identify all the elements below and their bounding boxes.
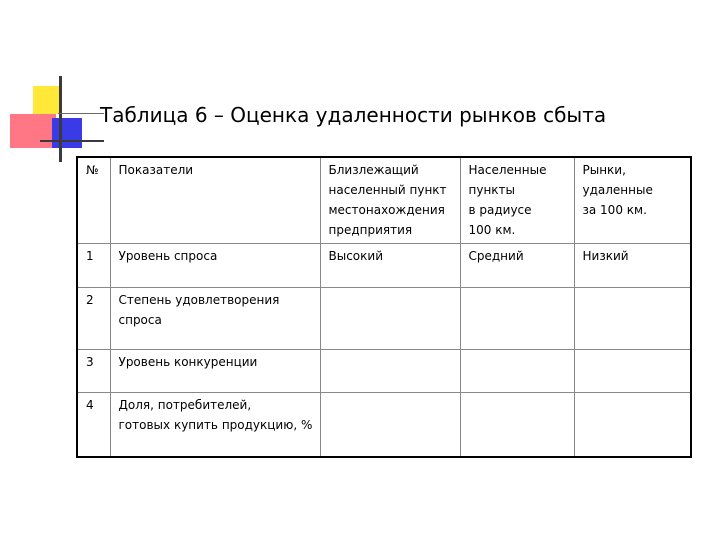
horizontal-rule [40,140,104,142]
table-header-row [77,157,691,243]
header-text-line: предприятия [328,223,413,237]
row-cell-remote [574,392,691,457]
header-text-line: Рынки, [582,163,626,177]
row-num: 3 [77,349,110,392]
header-text-line: Населенные [468,163,547,177]
header-text-line: местонахождения [328,203,445,217]
header-text-line: в радиусе [468,203,532,217]
header-text-line: 100 км. [468,223,516,237]
indicator-text-line: Уровень спроса [118,248,218,263]
row-cell-nearby: Высокий [320,243,460,287]
row-cell-nearby [320,392,460,457]
horizontal-rule-thin [58,113,104,114]
header-remote-markets [574,157,691,243]
row-num: 4 [77,392,110,457]
row-cell-nearby [320,287,460,349]
row-num: 1 [77,243,110,287]
header-nearby-settlement [320,157,460,243]
yellow-square [33,86,61,114]
row-cell-remote [574,287,691,349]
blue-square [52,118,82,148]
row-cell-100km [460,349,574,392]
table-row [77,392,691,457]
row-indicator [110,349,320,392]
header-text-line: удаленные [582,183,653,197]
header-text-line: пункты [468,183,516,197]
row-cell-nearby [320,349,460,392]
indicator-text-line: спроса [118,312,162,327]
header-indicators: Показатели [110,157,320,243]
red-square [10,114,56,148]
slide-title: Таблица 6 – Оценка удаленности рынков сбыта [100,103,607,127]
vertical-rule [59,76,62,162]
evaluation-table [76,156,692,458]
row-indicator [110,243,320,287]
row-cell-remote [574,349,691,392]
table-row [77,349,691,392]
table-row [77,287,691,349]
header-text-line: Близлежащий [328,163,419,177]
row-indicator [110,392,320,457]
header-text-line: населенный пункт [328,183,447,197]
row-num: 2 [77,287,110,349]
row-cell-100km [460,287,574,349]
row-cell-remote: Низкий [574,243,691,287]
row-cell-100km [460,392,574,457]
table-row [77,243,691,287]
header-settlements-100km [460,157,574,243]
row-cell-100km: Средний [460,243,574,287]
header-num: № [77,157,110,243]
indicator-text-line: Степень удовлетворения [118,292,280,307]
row-indicator [110,287,320,349]
header-text-line: за 100 км. [582,203,647,217]
indicator-text-line: Уровень конкуренции [118,354,258,369]
indicator-text-line: Доля, потребителей, [118,397,252,412]
indicator-text-line: готовых купить продукцию, % [118,417,313,432]
corner-decoration [0,0,110,170]
